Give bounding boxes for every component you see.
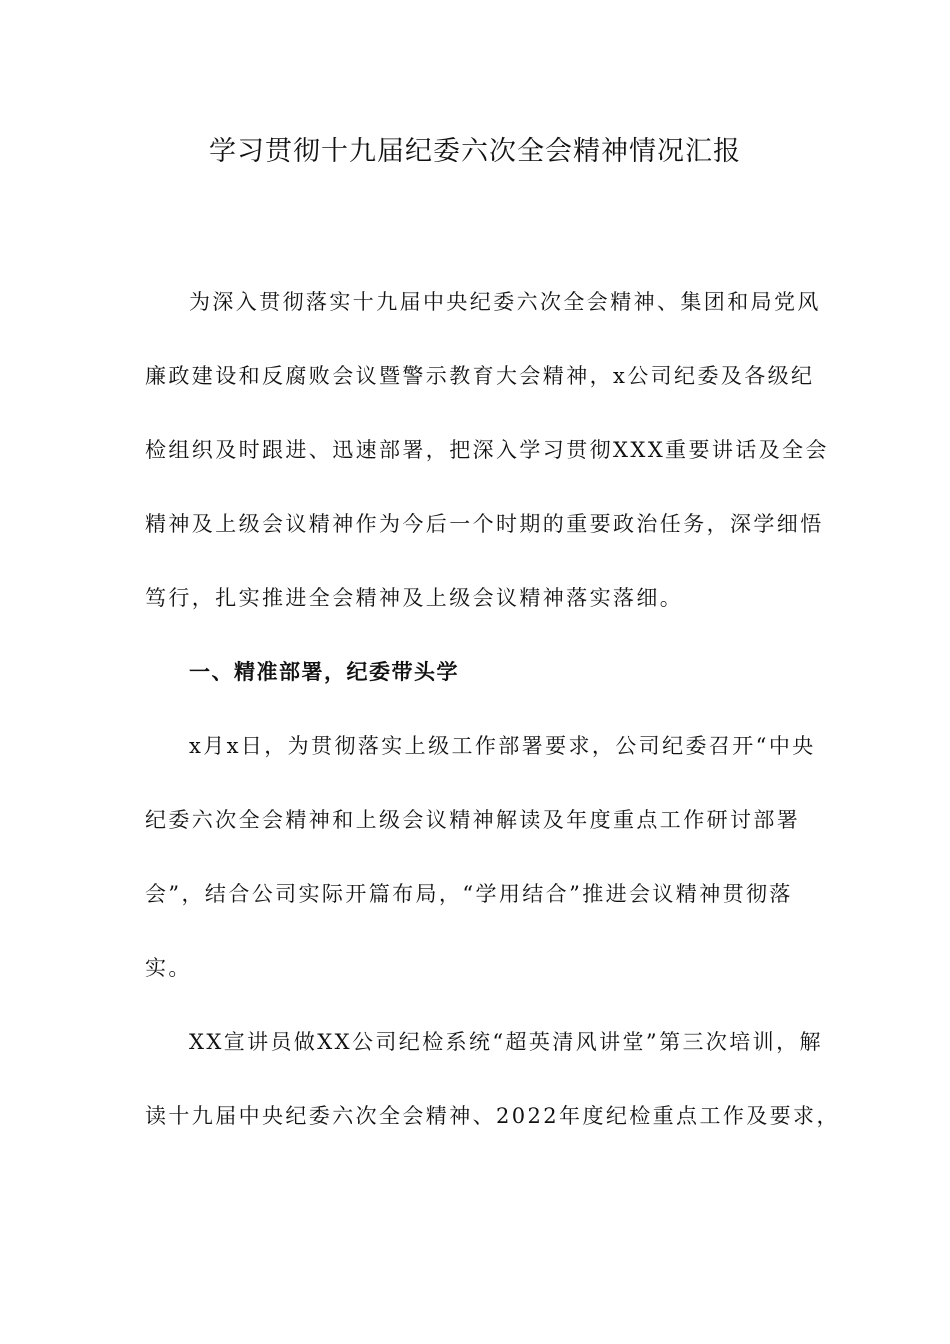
paragraph-line: 读十九届中央纪委六次全会精神、2022年度纪检重点工作及要求， [145,1104,840,1128]
paragraph-line: 精神及上级会议精神作为今后一个时期的重要政治任务，深学细悟 [145,512,824,536]
paragraph-line: 为深入贯彻落实十九届中央纪委六次全会精神、集团和局党风 [189,290,821,314]
document-title: 学习贯彻十九届纪委六次全会精神情况汇报 [209,136,741,167]
paragraph-line: x月x日，为贯彻落实上级工作部署要求，公司纪委召开“中央 [189,734,816,758]
paragraph-line: 实。 [145,956,192,980]
document-body [145,278,840,1166]
paragraph-line: 笃行，扎实推进全会精神及上级会议精神落实落细。 [145,586,684,610]
paragraph-3 [145,1018,840,1140]
paragraph-line: XX宣讲员做XX公司纪检系统“超英清风讲堂”第三次培训，解 [189,1030,823,1054]
section-heading: 一、精准部署，纪委带头学 [189,660,459,684]
paragraph-line: 纪委六次全会精神和上级会议精神解读及年度重点工作研讨部署 [145,808,801,832]
paragraph-line: 检组织及时跟进、迅速部署，把深入学习贯彻XXX重要讲话及全会 [145,438,829,462]
paragraph-1 [145,278,829,622]
paragraph-2 [145,722,816,992]
paragraph-line: 廉政建设和反腐败会议暨警示教育大会精神，x公司纪委及各级纪 [145,364,815,388]
paragraph-line: 会”，结合公司实际开篇布局，“学用结合”推进会议精神贯彻落 [145,882,793,906]
